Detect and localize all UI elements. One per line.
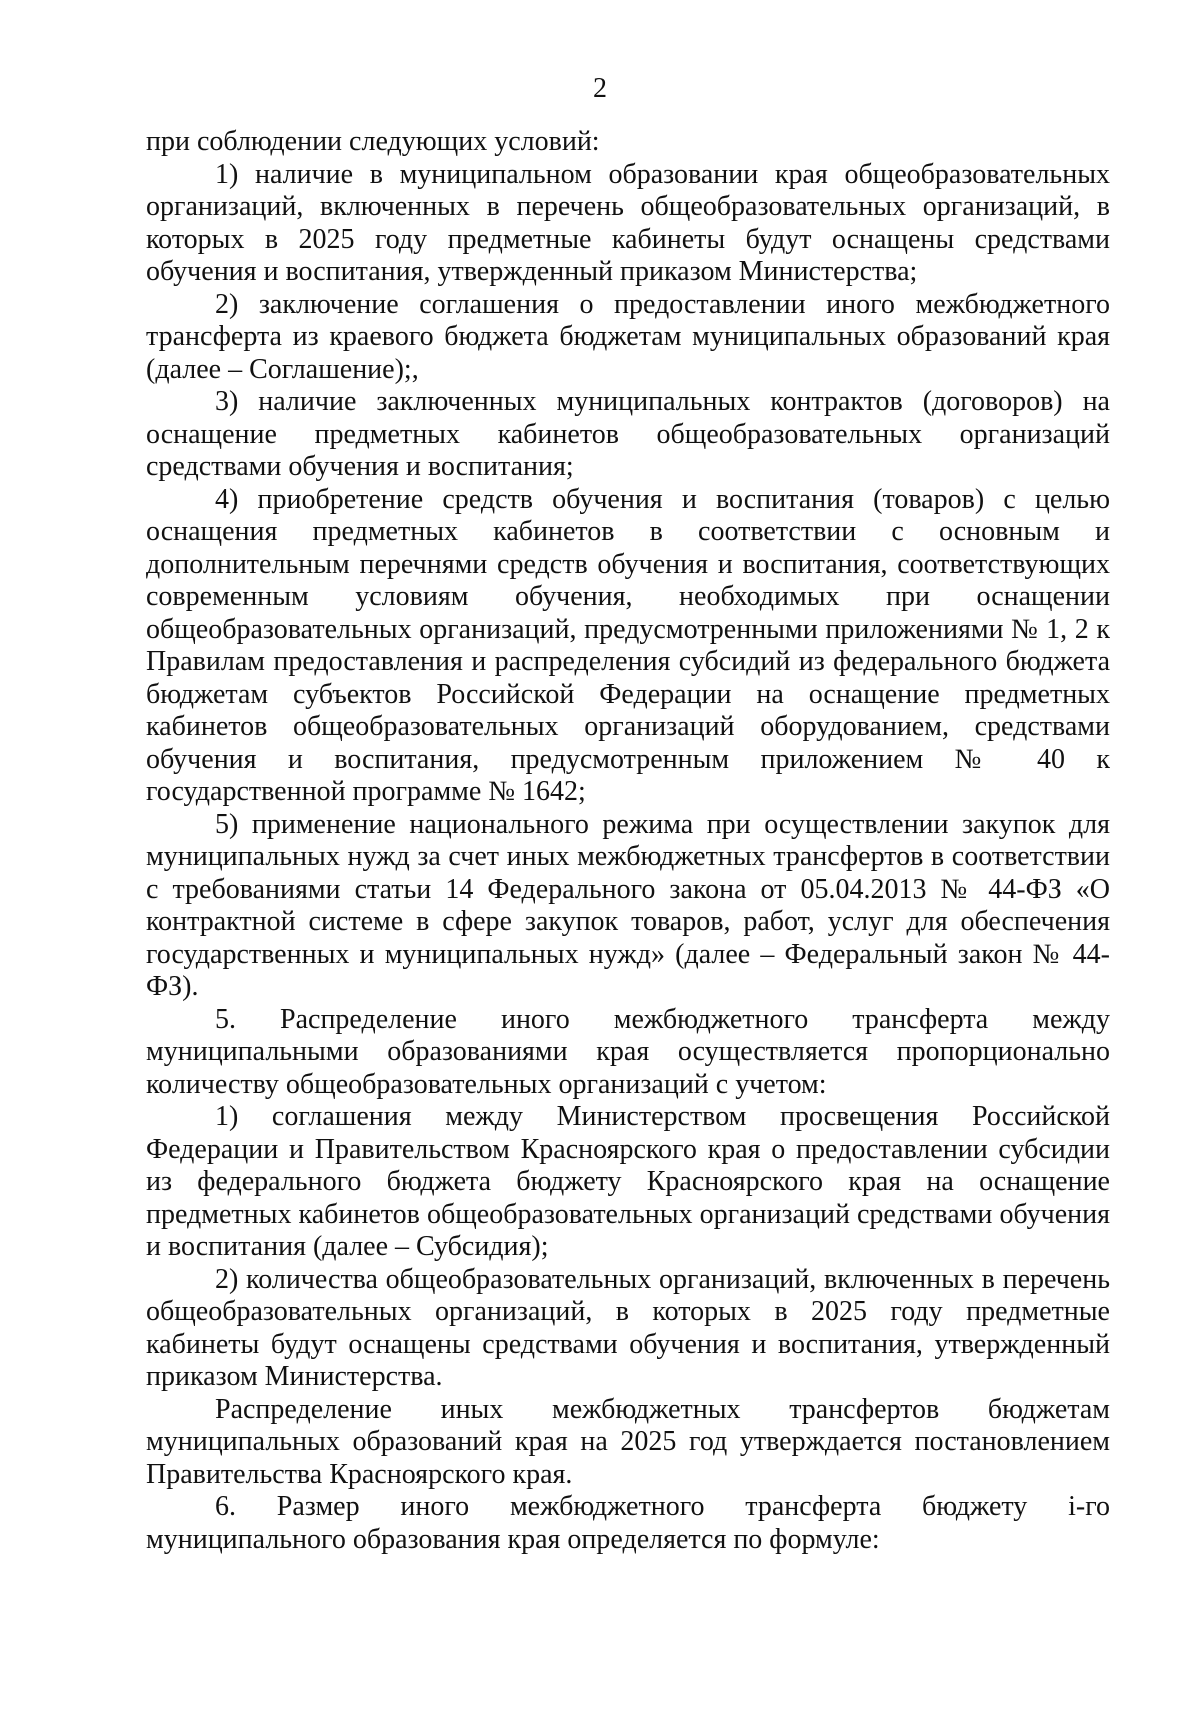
body-text [146, 126, 1110, 1556]
paragraph-section-5-item-2: 2) количества общеобразовательных организаций, включенных в перечень общеобразовательных организаций, в которых в 2025 году предметные кабинеты будут оснащены средствами обучения и воспитания, утвержденный приказом Министерства. [146, 1263, 1110, 1392]
paragraph-condition-3: 3) наличие заключенных муниципальных контрактов (договоров) на оснащение предметных кабинетов общеобразовательных организаций средствами обучения и воспитания; [146, 386, 1110, 482]
paragraph-condition-1: 1) наличие в муниципальном образовании края общеобразовательных организаций, включенных в перечень общеобразовательных организаций, в которых в 2025 году предметные кабинеты будут оснащены средствами обучения и воспитания, утвержденный приказом Министерства; [146, 158, 1110, 287]
paragraph-conditions-intro: при соблюдении следующих условий: [146, 126, 600, 157]
paragraph-distribution: Распределение иных межбюджетных трансфертов бюджетам муниципальных образований края на 2025 год утверждается постановлением Правительства Красноярского края. [146, 1393, 1110, 1490]
paragraph-condition-4: 4) приобретение средств обучения и воспитания (товаров) с целью оснащения предметных кабинетов в соответствии с основным и дополнительным перечнями средств обучения и воспитания, соответствующих современным условиям обучения, необходимых при оснащении общеобразовательных организаций, предусмотренными приложениями № 1, 2 к Правилам предоставления и распределения субсидий из федерального бюджета бюджетам субъектов Российской Федерации на оснащение предметных кабинетов общеобразовательных организаций оборудованием, средствами обучения и воспитания, предусмотренным приложением № 40 к государственной программе № 1642; [146, 483, 1110, 807]
page-number: 2 [593, 73, 607, 104]
paragraph-condition-5: 5) применение национального режима при осуществлении закупок для муниципальных нужд за счет иных межбюджетных трансфертов в соответствии с требованиями статьи 14 Федерального закона от 05.04.2013 № 44-ФЗ «О контрактной системе в сфере закупок товаров, работ, услуг для обеспечения государственных и муниципальных нужд» (далее – Федеральный закон № 44-ФЗ). [146, 808, 1110, 1002]
paragraph-section-5-item-1: 1) соглашения между Министерством просвещения Российской Федерации и Правительством Красноярского края о предоставлении субсидии из федерального бюджета бюджету Красноярского края на оснащение предметных кабинетов общеобразовательных организаций средствами обучения и воспитания (далее – Субсидия); [146, 1101, 1110, 1262]
paragraph-condition-2: 2) заключение соглашения о предоставлении иного межбюджетного трансферта из краевого бюджета бюджетам муниципальных образований края (далее – Соглашение);, [146, 288, 1110, 385]
paragraph-section-6: 6. Размер иного межбюджетного трансферта бюджету i-го муниципального образования края определяется по формуле: [146, 1491, 1110, 1555]
paragraph-section-5: 5. Распределение иного межбюджетного трансферта между муниципальными образованиями края осуществляется пропорционально количеству общеобразовательных организаций с учетом: [146, 1003, 1110, 1100]
